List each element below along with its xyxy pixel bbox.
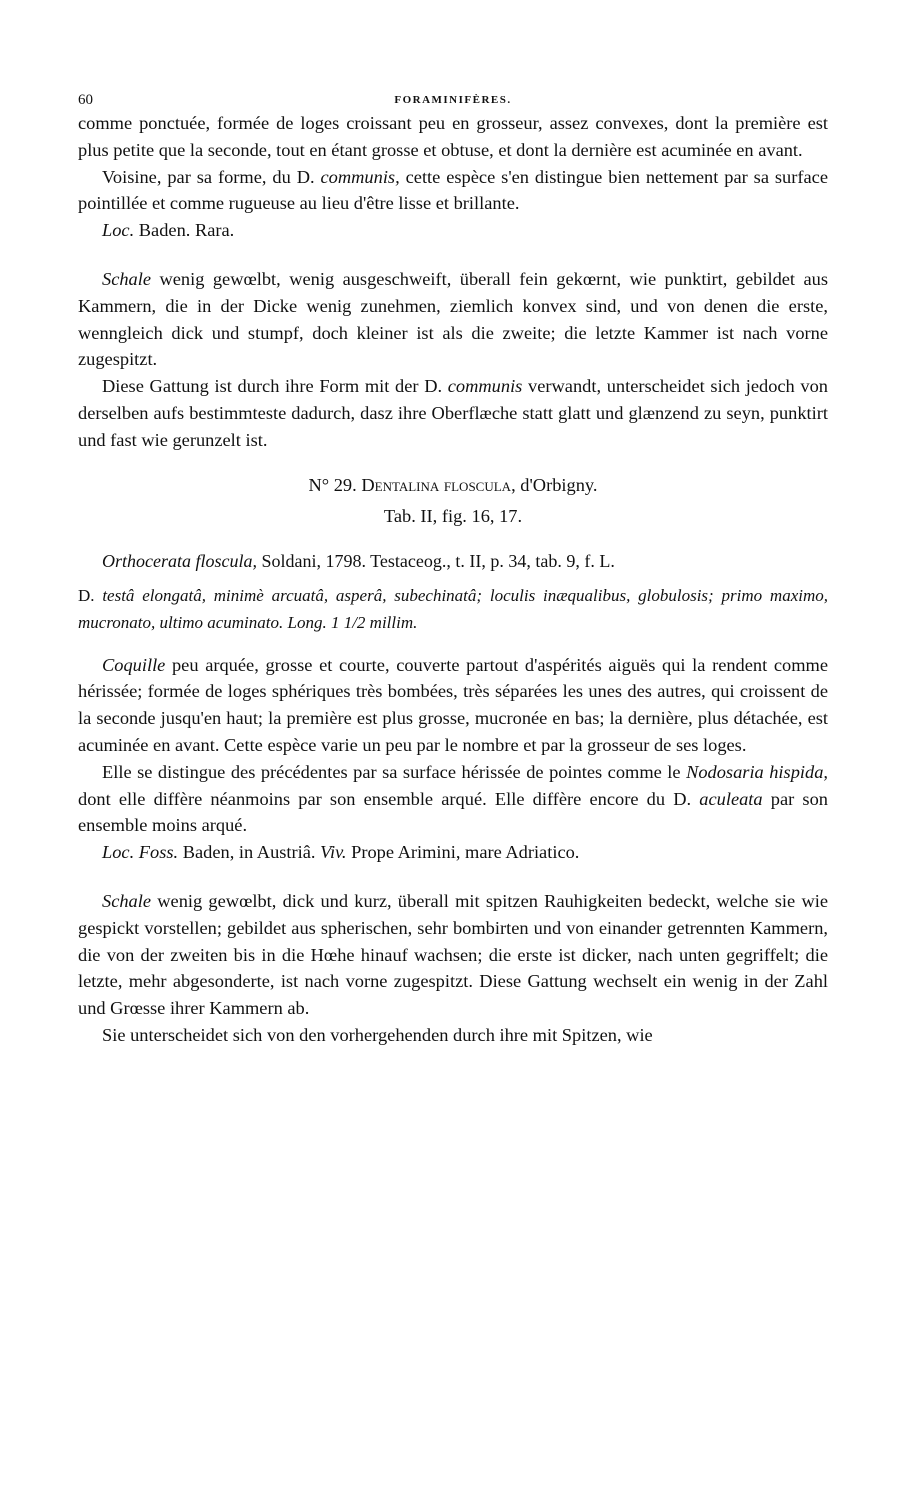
section-gap (78, 636, 828, 652)
german-description-2: Schale wenig gewœlbt, dick und kurz, überall mit spitzen Rauhigkeiten bedeckt, welche sie wie gespickt vorstellen; gebildet aus spherischen, sehr bombirten und von einander getrennten Kammern, die von der zweiten bis in die Hœhe hinauf wachsen; die erste ist dicker, nach unten gegriffelt; die letzte, mehr abgesonderte, ist nach vorne zugespitzt. Diese Gattung wechselt ein wenig in der Zahl und Grœsse ihrer Kammern ab. (78, 890, 828, 1019)
french-comparison: Elle se distingue des précédentes par sa surface hérissée de pointes comme le Nodosaria hispida, dont elle diffère néanmoins par son ensemble arqué. Elle diffère encore du D. aculeata par son ensemble moins arqué. (78, 761, 828, 836)
section-gap (78, 454, 828, 470)
german-comparison: Diese Gattung ist durch ihre Form mit der D. communis verwandt, unterscheidet sich jedoch von derselben aufs bestimmteste dadurch, dasz ihre Oberflæche statt glatt und glænzend zu seyn, punktirt und fast wie gerunzelt ist. (78, 376, 829, 450)
synonym-reference: Orthocerata floscula, Soldani, 1798. Testaceog., t. II, p. 34, tab. 9, f. L. (102, 550, 615, 571)
section-gap (78, 866, 828, 888)
section-gap (78, 244, 828, 266)
plate-reference: Tab. II, fig. 16, 17. (383, 505, 523, 526)
paragraph-comparison: Voisine, par sa forme, du D. communis, cette espèce s'en distingue bien nettement par sa surface pointillée et comme rugueuse au lieu d'être lisse et brillante. (78, 166, 828, 214)
paragraph-continuation: comme ponctuée, formée de loges croissant peu en grosseur, assez convexes, dont la première est plus petite que la seconde, tout en étant grosse et obtuse, et dont la dernière est acuminée en avant. (78, 113, 828, 160)
german-description: Schale wenig gewœlbt, wenig ausgeschweift, überall fein gekœrnt, wie punktirt, gebildet aus Kammern, die in der Dicke wenig zunehmen, ziemlich konvex sind, und von denen die erste, wenngleich dick und stumpf, doch kleiner ist als die zweite; die letzte Kammer ist nach vorne zugespitzt. (78, 268, 828, 370)
german-comparison-2: Sie unterscheidet sich von den vorhergehenden durch ihre mit Spitzen, wie (102, 1024, 653, 1045)
page (78, 88, 828, 1049)
latin-diagnosis: D. testâ elongatâ, minimè arcuatâ, asperâ, subechinatâ; loculis inæqualibus, globulosis; primo maximo, mucronato, ultimo acuminato. Long. 1 1/2 millim. (78, 585, 828, 632)
page-number: 60 (78, 92, 93, 108)
running-title: FORAMINIFÈRES. (394, 94, 512, 106)
page-header (78, 88, 828, 110)
french-description: Coquille peu arquée, grosse et courte, couverte partout d'aspérités aiguës qui la rendent comme hérissée; formée de loges sphériques très bombées, très séparées les unes des autres, qui croissent de la seconde jusqu'en haut; la première est plus grosse, mucronée en bas; la dernière, plus détachée, est acuminée en avant. Cette espèce varie un peu par le nombre et par la grosseur de ses loges. (78, 654, 828, 755)
locality-line-2: Loc. Foss. Baden, in Austriâ. Viv. Prope Arimini, mare Adriatico. (102, 842, 580, 863)
locality-line: Loc. Baden. Rara. (102, 220, 235, 241)
species-heading: N° 29. Dentalina floscula, d'Orbigny. Tab. II, fig. 16, 17. (78, 470, 828, 532)
section-gap (78, 532, 828, 548)
